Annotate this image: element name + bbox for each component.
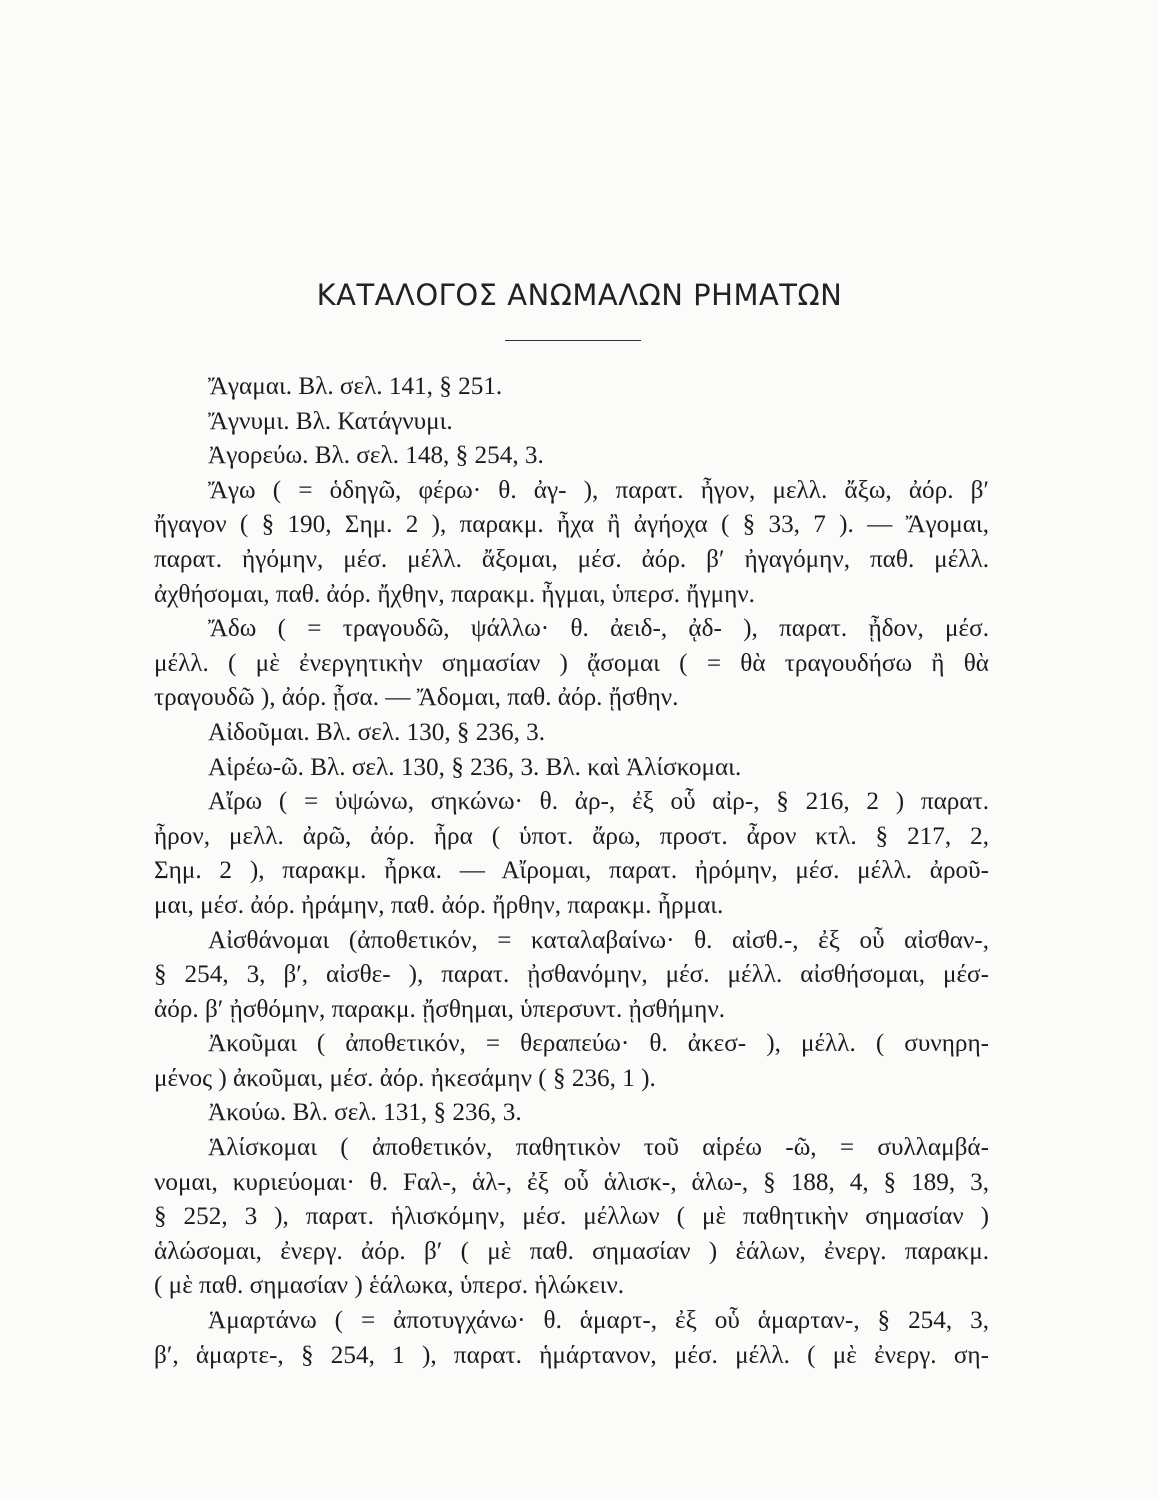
entry-line: β′, ἁμαρτε-, § 254, 1 ), παρατ. ἡμάρτανον, μέσ. μέλλ. ( μὲ ἐνεργ. ση- — [154, 1341, 989, 1369]
entry-line: ἦρον, μελλ. ἀρῶ, ἀόρ. ἦρα ( ὑποτ. ἄρω, προστ. ἆρον κτλ. § 217, 2, — [154, 822, 989, 850]
entry-line: Ἄγαμαι. Βλ. σελ. 141, § 251. — [208, 373, 503, 400]
entry-line: μέλλ. ( μὲ ἐνεργητικὴν σημασίαν ) ᾄσομαι ( = θὰ τραγουδήσω ἢ θὰ — [154, 649, 989, 677]
entry-line: Ἀκούω. Βλ. σελ. 131, § 236, 3. — [208, 1099, 522, 1127]
entry-line: νομαι, κυριεύομαι· θ. Fαλ-, ἁλ-, ἐξ οὗ ἁλισκ-, ἁλω-, § 188, 4, § 189, 3, — [154, 1168, 989, 1196]
entry-line: Ἁμαρτάνω ( = ἀποτυγχάνω· θ. ἁμαρτ-, ἐξ οὗ ἁμαρταν-, § 254, 3, — [208, 1307, 989, 1335]
entry-line: ἁλώσομαι, ἐνεργ. ἀόρ. β′ ( μὲ παθ. σημασίαν ) ἑάλων, ἐνεργ. παρακμ. — [154, 1237, 989, 1265]
entry-line: τραγουδῶ ), ἀόρ. ᾖσα. — Ἄδομαι, παθ. ἀόρ. ᾔσθην. — [154, 684, 679, 712]
entry-line: Ἁλίσκομαι ( ἀποθετικόν, παθητικὸν τοῦ αἱρέω -ῶ, = συλλαμβά- — [208, 1134, 989, 1162]
entry-line: ἀχθήσομαι, παθ. ἀόρ. ἤχθην, παρακμ. ἦγμαι, ὑπερσ. ἤγμην. — [154, 580, 755, 608]
entry-line: Ἄγω ( = ὁδηγῶ, φέρω· θ. ἀγ- ), παρατ. ἦγον, μελλ. ἄξω, ἀόρ. β′ — [208, 476, 989, 504]
title-divider — [505, 340, 641, 341]
entry-line: Ἀκοῦμαι ( ἀποθετικόν, = θεραπεύω· θ. ἀκεσ- ), μέλλ. ( συνηρη- — [208, 1030, 989, 1058]
entry-line: Αἰσθάνομαι (ἀποθετικόν, = καταλαβαίνω· θ. αἰσθ.-, ἐξ οὗ αἰσθαν-, — [208, 926, 989, 954]
entry-line: § 254, 3, β′, αἰσθε- ), παρατ. ᾐσθανόμην, μέσ. μέλλ. αἰσθήσομαι, μέσ- — [154, 961, 989, 989]
entry-line: Ἄγνυμι. Βλ. Κατάγνυμι. — [208, 407, 453, 435]
page-title: ΚΑΤΑΛΟΓΟΣ ΑΝΩΜΑΛΩΝ ΡΗΜΑΤΩΝ — [316, 278, 843, 312]
entry-line: Ἄδω ( = τραγουδῶ, ψάλλω· θ. ἀειδ-, ᾀδ- ), παρατ. ᾖδον, μέσ. — [208, 615, 989, 643]
entry-line: Ἀγορεύω. Βλ. σελ. 148, § 254, 3. — [208, 442, 544, 470]
entry-line: Αἱρέω-ῶ. Βλ. σελ. 130, § 236, 3. Βλ. καὶ Ἁλίσκομαι. — [208, 753, 742, 781]
entry-line: Σημ. 2 ), παρακμ. ἦρκα. — Αἴρομαι, παρατ. ἠρόμην, μέσ. μέλλ. ἀροῦ- — [154, 857, 989, 885]
entry-line: ( μὲ παθ. σημασίαν ) ἑάλωκα, ὑπερσ. ἡλώκειν. — [154, 1272, 625, 1300]
entry-line: Αἴρω ( = ὑψώνω, σηκώνω· θ. ἀρ-, ἐξ οὗ αἰρ-, § 216, 2 ) παρατ. — [208, 788, 989, 816]
verb-entries — [154, 370, 989, 1373]
entry-line: ἀόρ. β′ ᾐσθόμην, παρακμ. ᾔσθημαι, ὑπερσυντ. ᾐσθήμην. — [154, 995, 725, 1023]
entry-line: § 252, 3 ), παρατ. ἡλισκόμην, μέσ. μέλλων ( μὲ παθητικὴν σημασίαν ) — [154, 1203, 989, 1231]
entry-line: ἤγαγον ( § 190, Σημ. 2 ), παρακμ. ἦχα ἢ ἀγήοχα ( § 33, 7 ). — Ἄγομαι, — [154, 511, 989, 539]
entry-line: Αἰδοῦμαι. Βλ. σελ. 130, § 236, 3. — [208, 718, 546, 746]
entry-line: μένος ) ἀκοῦμαι, μέσ. ἀόρ. ἠκεσάμην ( § 236, 1 ). — [154, 1064, 656, 1092]
entry-line: παρατ. ἠγόμην, μέσ. μέλλ. ἄξομαι, μέσ. ἀόρ. β′ ἠγαγόμην, παθ. μέλλ. — [154, 545, 989, 573]
entry-line: μαι, μέσ. ἀόρ. ἠράμην, παθ. ἀόρ. ἤρθην, παρακμ. ἦρμαι. — [154, 891, 724, 919]
